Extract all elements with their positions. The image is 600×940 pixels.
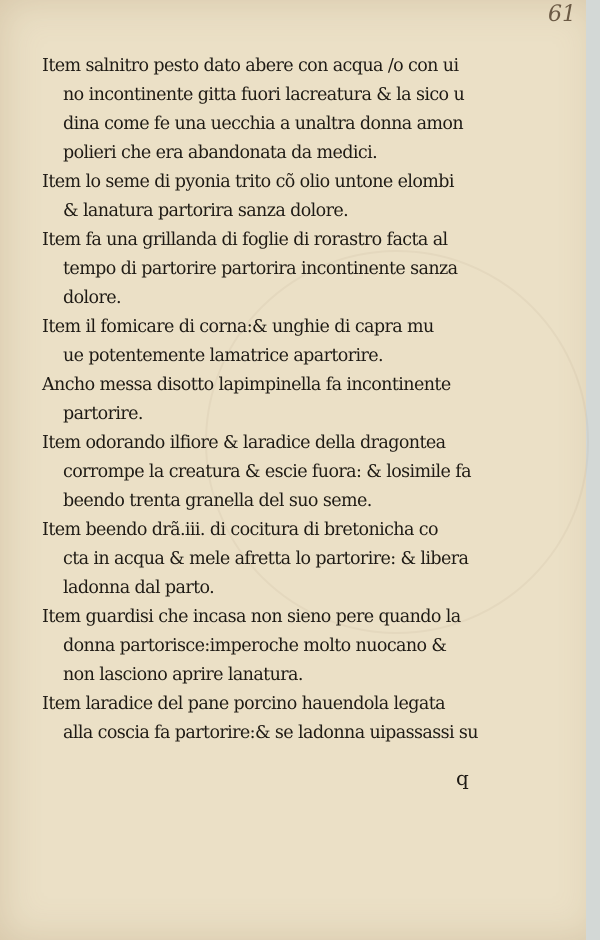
text-line: Item beendo drã.iii. di cocitura di bretonicha co [42, 520, 438, 540]
paragraph-3 [42, 226, 532, 313]
text-line: Item salnitro pesto dato abere con acqua /o con ui [42, 56, 459, 76]
paragraph-4 [42, 313, 532, 371]
page-edge [586, 0, 600, 940]
catchword: q [456, 766, 469, 790]
text-line: donna partorisce:imperoche molto nuocano & [63, 636, 447, 656]
text-line: & lanatura partorira sanza dolore. [63, 201, 349, 221]
paragraph-2 [42, 168, 532, 226]
text-line: cta in acqua & mele afretta lo partorire: & libera [63, 549, 469, 569]
text-line: Item odorando ilfiore & laradice della dragontea [42, 433, 446, 453]
text-line: Item il fomicare di corna:& unghie di capra mu [42, 317, 434, 337]
text-line: partorire. [63, 404, 143, 424]
text-line: alla coscia fa partorire:& se ladonna uipassassi su [63, 723, 478, 743]
paragraph-7 [42, 516, 532, 603]
text-line: polieri che era abandonata da medici. [63, 143, 378, 163]
text-line: Item lo seme di pyonia trito cõ olio untone elombi [42, 172, 454, 192]
text-line: ladonna dal parto. [63, 578, 215, 598]
paragraph-8 [42, 603, 532, 690]
paragraph-5 [42, 371, 532, 429]
text-line: tempo di partorire partorira incontinente sanza [63, 259, 458, 279]
folio-number: 61 [548, 2, 576, 27]
text-line: beendo trenta granella del suo seme. [63, 491, 372, 511]
text-line: no incontinente gitta fuori lacreatura & la sico u [63, 85, 465, 105]
text-line: Item guardisi che incasa non sieno pere quando la [42, 607, 461, 627]
text-line: Item fa una grillanda di foglie di rorastro facta al [42, 230, 448, 250]
text-line: non lasciono aprire lanatura. [63, 665, 303, 685]
text-line: dina come fe una uecchia a unaltra donna amon [63, 114, 464, 134]
text-block [42, 52, 532, 748]
text-line: corrompe la creatura & escie fuora: & losimile fa [63, 462, 471, 482]
text-line: dolore. [63, 288, 121, 308]
paragraph-1 [42, 52, 532, 168]
text-line: Ancho messa disotto lapimpinella fa incontinente [42, 375, 451, 395]
paragraph-6 [42, 429, 532, 516]
paragraph-9 [42, 690, 532, 748]
text-line: Item laradice del pane porcino hauendola legata [42, 694, 446, 714]
text-line: ue potentemente lamatrice apartorire. [63, 346, 383, 366]
